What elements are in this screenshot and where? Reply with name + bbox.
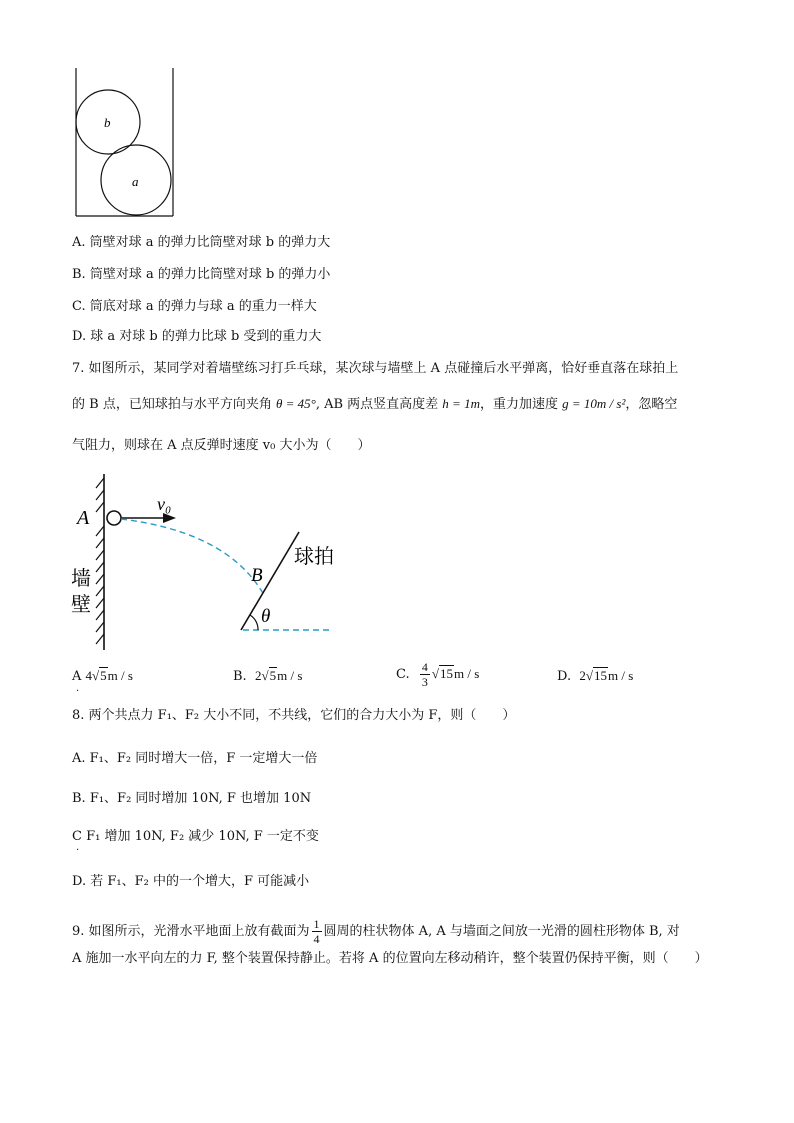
q8-option-b: B. F₁、F₂ 同时增加 10N, F 也增加 10N	[72, 791, 312, 806]
q8-stem: 8. 两个共点力 F₁、F₂ 大小不同，不共线，它们的合力大小为 F，则（ ）	[72, 708, 516, 723]
q9-stem-line2: A 施加一水平向左的力 F, 整个装置保持静止。若将 A 的位置向左移动稍许，整个装置仍保持平衡，则（ ）	[72, 951, 708, 966]
label-theta: θ	[261, 606, 271, 627]
q7-option-c-fraction: $\frac{4}{3}$	[421, 660, 428, 689]
q7-theta-eq: θ = 45°	[275, 396, 316, 411]
label-racket: 球拍	[294, 544, 334, 568]
label-b: B	[251, 565, 263, 586]
q7-line2-part2: , AB 两点竖直高度差	[315, 397, 443, 412]
label-v0: v₀	[157, 494, 172, 514]
wall-hatching	[96, 478, 104, 644]
q7-line2-part1: 的 B 点，已知球拍与水平方向夹角	[72, 397, 276, 412]
ping-pong-figure	[68, 470, 358, 655]
q7-g-eq: g = 10m / s²	[562, 396, 626, 411]
cylinder-figure	[70, 66, 180, 222]
ball-a-label: a	[132, 174, 139, 189]
q7-stem-line2	[72, 395, 677, 414]
q9-stem-line1	[72, 917, 680, 946]
q7-line2-part4: ，忽略空	[625, 397, 678, 412]
q6-option-b: B. 筒壁对球 a 的弹力比筒壁对球 b 的弹力小	[72, 267, 331, 282]
q7-h-eq: h = 1m	[442, 396, 480, 411]
q7-stem-line1: 7. 如图所示，某同学对着墙壁练习打乒乓球，某次球与墙壁上 A 点碰撞后水平弹离，恰好垂直落在球拍上	[72, 361, 679, 376]
ball-at-a	[107, 511, 121, 525]
q9-line1-part2: 圆周的柱状物体 A, A 与墙面之间放一光滑的圆柱形物体 B, 对	[323, 924, 680, 939]
q8-option-c-dot: .	[76, 842, 80, 853]
angle-arc	[250, 615, 258, 630]
q7-option-d: D. 2√15m / s	[557, 668, 634, 684]
q9-line1-part1: 9. 如图所示，光滑水平地面上放有截面为	[72, 924, 310, 939]
q6-option-c: C. 筒底对球 a 的弹力与球 a 的重力一样大	[72, 299, 317, 314]
label-wall-1: 墙	[71, 566, 91, 590]
label-wall-2: 壁	[71, 592, 91, 616]
q7-option-c: C. $\frac{4}{3}$ √15m / s	[396, 660, 480, 689]
trajectory	[121, 519, 264, 595]
q9-quarter-fraction: $\frac{1}{4}$	[313, 917, 320, 946]
q7-stem-line3: 气阻力，则球在 A 点反弹时速度 v₀ 大小为（ ）	[72, 438, 371, 453]
q7-line2-part3: ，重力加速度	[479, 397, 563, 412]
q6-option-d: D. 球 a 对球 b 的弹力比球 b 受到的重力大	[72, 329, 322, 344]
q8-option-c: C F₁ 增加 10N, F₂ 减少 10N, F 一定不变	[72, 829, 319, 844]
q6-option-a: A. 筒壁对球 a 的弹力比筒壁对球 b 的弹力大	[72, 235, 331, 250]
q7-option-b: B. 2√5m / s	[233, 668, 303, 684]
velocity-arrow-head	[163, 513, 176, 523]
q7-option-a: A 4√5m / s	[72, 668, 133, 684]
label-a: A	[77, 507, 90, 529]
q7-option-a-dot: .	[76, 683, 80, 694]
q8-option-a: A. F₁、F₂ 同时增大一倍，F 一定增大一倍	[72, 751, 318, 766]
q8-option-d: D. 若 F₁、F₂ 中的一个增大，F 可能减小	[72, 874, 310, 889]
ball-b-label: b	[104, 115, 111, 130]
